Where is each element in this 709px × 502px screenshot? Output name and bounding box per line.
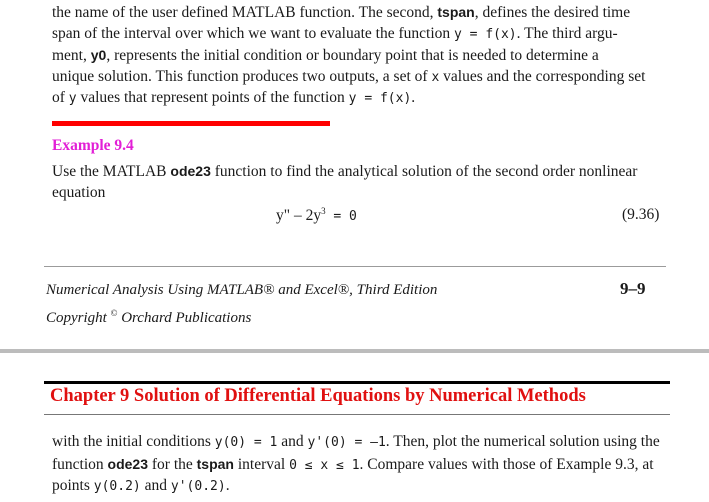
math-initial-yprime: y'(0) = –1 <box>307 435 386 450</box>
body-line-2: function ode23 for the tspan interval 0 ≤ x ≤ 1. Compare values with those of Example 9.3, at <box>52 455 654 473</box>
page-number: 9–9 <box>620 279 646 298</box>
chapter-title: Chapter 9 Solution of Differential Equations by Numerical Methods <box>50 386 586 406</box>
footer-book-title: Numerical Analysis Using MATLAB® and Excel®, Third Edition <box>46 282 438 298</box>
math-interval: 0 ≤ x ≤ 1 <box>289 457 360 473</box>
keyword-tspan: tspan <box>437 4 475 20</box>
chapter-body-paragraph <box>52 432 664 498</box>
math-x: x <box>431 69 440 85</box>
keyword-y0: y0 <box>90 47 107 63</box>
chapter-header-bottom-rule <box>44 414 670 415</box>
intro-paragraph <box>52 2 664 110</box>
math-y: y <box>68 91 77 106</box>
body-line-1: with the initial conditions y(0) = 1 and y'(0) = –1. Then, plot the numerical solution using the <box>52 433 660 450</box>
body-line-3: points y(0.2) and y'(0.2). <box>52 477 230 494</box>
keyword-ode23: ode23 <box>170 163 211 179</box>
equation-number: (9.36) <box>622 206 660 223</box>
intro-line-5: of y values that represent points of the function y = f(x). <box>52 89 416 106</box>
intro-line-3: ment, y0, represents the initial condition or boundary point that is needed to determine a <box>52 47 599 64</box>
footer-copyright: Copyright © Orchard Publications <box>46 308 252 326</box>
keyword-tspan: tspan <box>196 455 234 472</box>
math-yprime-0-2: y'(0.2) <box>170 479 226 494</box>
math-y-equals-fx: y = f(x) <box>348 91 412 106</box>
intro-line-4: unique solution. This function produces two outputs, a set of x values and the corresponding set <box>52 67 646 85</box>
example-line-1: Use the MATLAB ode23 function to find the analytical solution of the second order nonlinear <box>52 163 638 180</box>
intro-line-1: the name of the user defined MATLAB function. The second, tspan, defines the desired time <box>52 4 631 21</box>
copyright-symbol: © <box>110 308 118 318</box>
example-paragraph <box>52 161 664 203</box>
example-title: Example 9.4 <box>52 137 134 154</box>
example-line-2: equation <box>52 183 106 201</box>
footer-rule <box>44 266 666 267</box>
keyword-ode23: ode23 <box>107 455 148 472</box>
chapter-header-top-rule <box>44 381 670 384</box>
math-y-0-2: y(0.2) <box>93 479 141 494</box>
example-divider-bar <box>52 121 330 126</box>
page-separator <box>0 349 709 353</box>
math-initial-y: y(0) = 1 <box>214 435 278 450</box>
math-y-equals-fx: y = f(x) <box>454 26 517 42</box>
equation-expression: y" – $2y^3 = 0$ <box>276 206 357 225</box>
intro-line-2: span of the interval over which we want to evaluate the function y = f(x). The third argu- <box>52 24 618 42</box>
footer-book-info <box>46 279 437 330</box>
